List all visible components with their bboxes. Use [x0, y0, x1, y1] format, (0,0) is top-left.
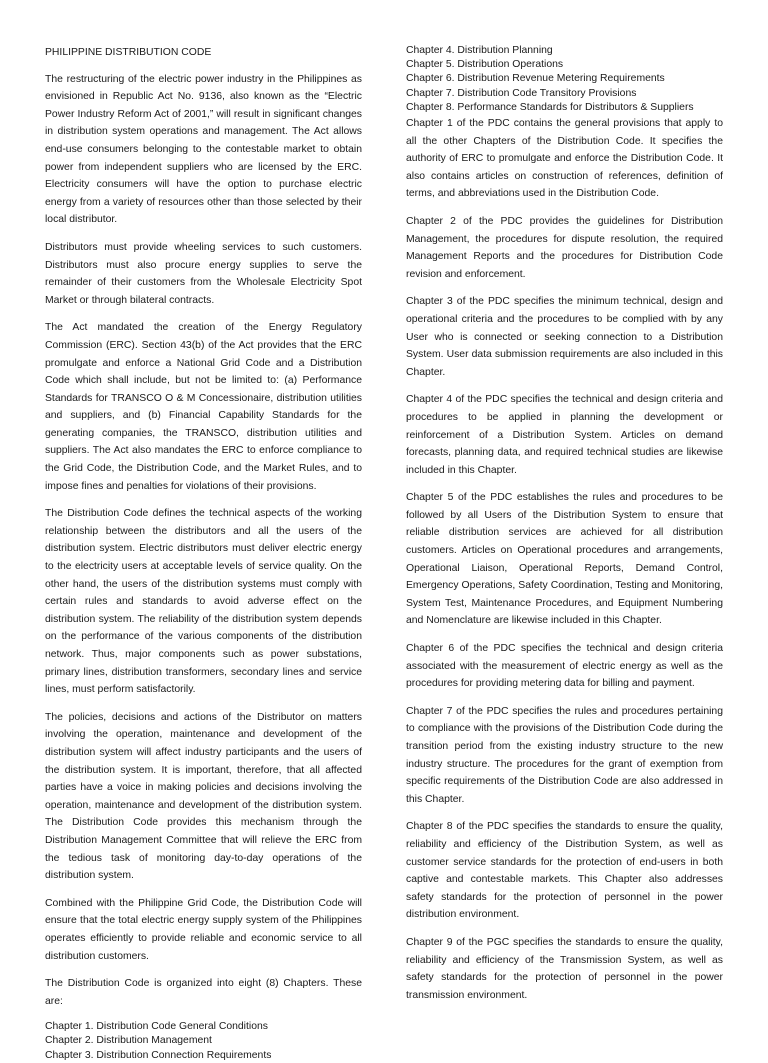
paragraph: The Act mandated the creation of the Energy Regulatory Commission (ERC). Section 43(b) of the Act provides that the ERC promulgate and enforce a National Grid Code and a Distribution Code which shall include, but not be limited to: (a) Performance Standards for TRANSCO O & M Concessionaire, distribution utilities and suppliers, and (b) Financial Capability Standards for the generating companies, the TRANSCO, distribution utilities and suppliers. The Act also mandates the ERC to enforce compliance to the Grid Code, the Distribution Code, and the Market Rules, and to impose fines and penalties for violations of their provisions.	[45, 322, 362, 492]
paragraph: Chapter 9 of the PGC specifies the standards to ensure the quality, reliability and efficiency of the Transmission System, as well as safety standards for the protection of personnel in the power transmission environment.	[406, 936, 723, 1001]
paragraph: Distributors must provide wheeling services to such customers. Distributors must also procure energy supplies to serve the remainder of their customers from the Wholesale Electricity Spot Market or through bilateral contracts.	[45, 241, 362, 306]
chapter-list-item: Chapter 6. Distribution Revenue Metering Requirements	[406, 73, 665, 85]
chapter-list-left	[45, 1020, 362, 1063]
right-column	[406, 44, 723, 1014]
left-column	[45, 44, 362, 1063]
chapter-list-right	[406, 44, 723, 115]
chapter-list-item: Chapter 4. Distribution Planning	[406, 45, 553, 56]
document-title: PHILIPPINE DISTRIBUTION CODE	[45, 47, 212, 58]
paragraph: Chapter 7 of the PDC specifies the rules and procedures pertaining to compliance with the provisions of the Distribution Code during the transition period from the existing industry structure to the new industry structure. The procedures for the grant of exemption from specific requirements of the Distribution Code are also addressed in this Chapter.	[406, 705, 723, 805]
paragraph: Chapter 8 of the PDC specifies the standards to ensure the quality, reliability and efficiency of the Distribution System, as well as customer service standards for the protection of end-users in both captive and contestable markets. This Chapter also addresses safety standards for the protection of personnel in the power distribution environment.	[406, 821, 723, 921]
chapter-list-item: Chapter 1. Distribution Code General Conditions	[45, 1021, 268, 1033]
paragraph: Combined with the Philippine Grid Code, the Distribution Code will ensure that the total electric energy supply system of the Philippines operates efficiently to provide reliable and economic service to all distribution customers.	[45, 897, 362, 962]
paragraph: The Distribution Code defines the technical aspects of the working relationship between the distributors and all the users of the distribution system. Electric distributors must deliver electric energy to the electricity users at acceptable levels of service quality. On the other hand, the users of the distribution systems must comply with certain rules and standards to avoid adverse effect on the distribution system. The reliability of the distribution system depends on the performance of the various components of the distribution network. Thus, major components such as power substations, primary lines, distribution transformers, secondary lines and service lines, must perform satisfactorily.	[45, 508, 362, 696]
chapter-list-item: Chapter 7. Distribution Code Transitory Provisions	[406, 87, 637, 99]
paragraph: The restructuring of the electric power industry in the Philippines as envisioned in Republic Act No. 9136, also known as the “Electric Power Industry Reform Act of 2001,” will result in significant changes in distribution system operations and management. The Act allows end-use consumers belonging to the contestable market to obtain power from independent suppliers who are licensed by the ERC. Electricity consumers will have the option to purchase electric energy from a variety of resources other than those selected by their local distributor.	[45, 73, 362, 226]
paragraph: Chapter 5 of the PDC establishes the rules and procedures to be followed by all Users of the Distribution System to ensure that reliable distribution services are achieved for all distribution customers. Articles on Operational procedures and arrangements, Operational Liaison, Operational Reports, Demand Control, Emergency Operations, Safety Coordination, Testing and Monitoring, System Test, Maintenance Procedures, and Equipment Numbering and Nomenclature are likewise included in this Chapter.	[406, 492, 723, 627]
paragraph: The policies, decisions and actions of the Distributor on matters involving the operation, maintenance and development of the distribution system will affect industry participants and the users of the distribution system. It is important, therefore, that all affected parties have a voice in making policies and decisions involving the operation, maintenance and development of the distribution system. The Distribution Code provides this mechanism through the Distribution Management Committee that will relieve the ERC from the tedious task of monitoring day-to-day operations of the distribution system.	[45, 711, 362, 882]
paragraph: Chapter 4 of the PDC specifies the technical and design criteria and procedures to be applied in planning the development or reinforcement of a Distribution System. Articles on demand forecasts, planning data, and required technical studies are likewise included in this Chapter.	[406, 394, 723, 476]
paragraph: Chapter 3 of the PDC specifies the minimum technical, design and operational criteria and the procedures to be complied with by any User who is connected or seeking connection to a Distribution System. User data submission requirements are also included in this Chapter.	[406, 296, 723, 378]
chapter-list-item: Chapter 2. Distribution Management	[45, 1035, 212, 1047]
chapter-list-item: Chapter 5. Distribution Operations	[406, 59, 564, 71]
chapter-list-item: Chapter 8. Performance Standards for Distributors & Suppliers	[406, 101, 694, 113]
paragraph: Chapter 6 of the PDC specifies the technical and design criteria associated with the measurement of electric energy as well as the procedures for providing metering data for billing and payment.	[406, 643, 723, 690]
paragraph: The Distribution Code is organized into eight (8) Chapters. These are:	[45, 978, 362, 1007]
paragraph: Chapter 1 of the PDC contains the general provisions that apply to all the other Chapters of the Distribution Code. It specifies the authority of ERC to promulgate and enforce the Distribution Code. It also contains articles on construction of references, definition of terms, and abbreviations used in the Distribution Code.	[406, 118, 723, 200]
chapter-list-item: Chapter 3. Distribution Connection Requirements	[45, 1049, 272, 1061]
paragraph: Chapter 2 of the PDC provides the guidelines for Distribution Management, the procedures for dispute resolution, the required Management Reports and the procedures for Distribution Code revision and enforcement.	[406, 215, 723, 280]
